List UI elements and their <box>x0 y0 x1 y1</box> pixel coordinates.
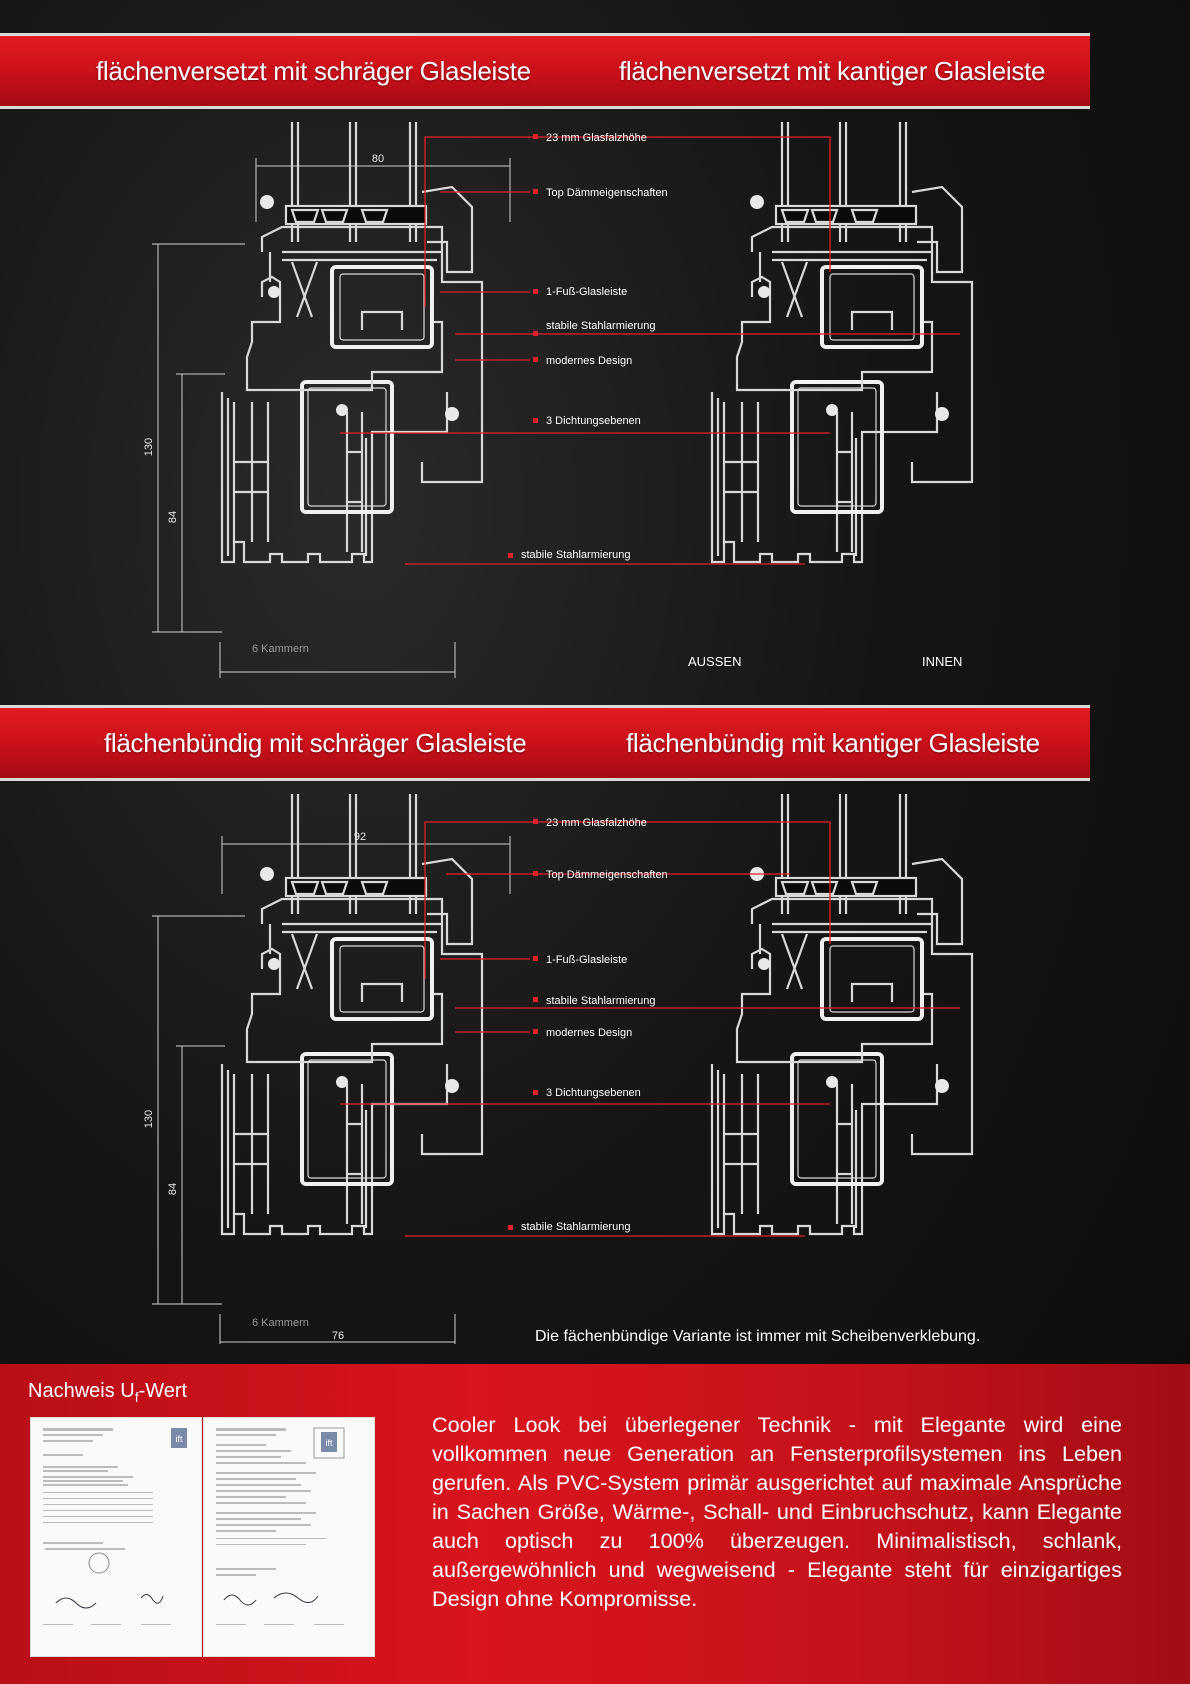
dim-130-2: 130 <box>143 1109 155 1129</box>
ift-logo-2: ift <box>325 1438 333 1448</box>
dim-84: 84 <box>167 510 179 524</box>
dim-84-2: 84 <box>167 1182 179 1196</box>
kammern-label: 6 Kammern <box>252 643 309 655</box>
section1-header <box>0 33 1090 109</box>
ift-logo-1: ift <box>175 1434 183 1444</box>
certificate-thumbnail-2[interactable] <box>203 1417 375 1657</box>
label-dichtungsebenen: 3 Dichtungsebenen <box>546 415 641 427</box>
label-dichtungsebenen-2: 3 Dichtungsebenen <box>546 1087 641 1099</box>
footnote: Die fächenbündige Variante ist immer mit Scheibenverklebung. <box>535 1328 981 1345</box>
label-glasfalzhoehe-2: 23 mm Glasfalzhöhe <box>546 817 647 829</box>
label-glasleiste-2: 1-Fuß-Glasleiste <box>546 954 628 966</box>
description-text: Cooler Look bei überlegener Technik - mit Elegante wird eine vollkommen neue Generation an Fensterprofilsystemen ins Leben gerufen. Als PVC-System primär ausgerichtet auf maximale Ansprüche in Sachen Größe, Wärme-, Schall- und Einbruchschutz, kann Elegante auch optisch zu 100% überzeugen. Minimalistisch, schlank, außergewöhnlich und wegweisend - Elegante steht für einzigartiges Design ohne Kompromisse. <box>432 1412 1122 1611</box>
certificate-thumbnail-1[interactable] <box>30 1417 202 1657</box>
info-panel <box>0 1364 1190 1684</box>
section1-title-right: flächenversetzt mit kantiger Glasleiste <box>619 56 1046 86</box>
profile-diagram-1 <box>0 112 1190 702</box>
label-stahlarmierung-lower-2: stabile Stahlarmierung <box>521 1221 631 1233</box>
profile-diagram-2 <box>0 784 1190 1344</box>
aussen-label: AUSSEN <box>688 654 742 669</box>
certificate-page-1 <box>31 1418 201 1656</box>
innen-label: INNEN <box>922 654 963 669</box>
label-glasleiste: 1-Fuß-Glasleiste <box>546 286 628 298</box>
dim-width-top: 80 <box>371 153 385 165</box>
label-daemmeigenschaften: Top Dämmeigenschaften <box>546 187 668 199</box>
section2-title-right: flächenbündig mit kantiger Glasleiste <box>626 728 1040 758</box>
label-modernes-design: modernes Design <box>546 355 633 367</box>
label-stahlarmierung-upper: stabile Stahlarmierung <box>546 320 656 332</box>
dim-130: 130 <box>143 437 155 457</box>
label-stahlarmierung-upper-2: stabile Stahlarmierung <box>546 995 656 1007</box>
dim-width-top-2: 92 <box>353 831 367 843</box>
label-daemmeigenschaften-2: Top Dämmeigenschaften <box>546 869 668 881</box>
label-modernes-design-2: modernes Design <box>546 1027 633 1039</box>
section2-title-left: flächenbündig mit schräger Glasleiste <box>104 728 527 758</box>
section2-header <box>0 705 1090 781</box>
label-glasfalzhoehe: 23 mm Glasfalzhöhe <box>546 132 647 144</box>
label-stahlarmierung-lower: stabile Stahlarmierung <box>521 549 631 561</box>
nachweis-heading: Nachweis $U_f$-Wert <box>28 1380 188 1405</box>
dim-bottom-2: 76 <box>331 1330 345 1342</box>
section1-title-left: flächenversetzt mit schräger Glasleiste <box>96 56 531 86</box>
kammern-label-2: 6 Kammern <box>252 1317 309 1329</box>
certificate-page-2 <box>204 1418 374 1656</box>
